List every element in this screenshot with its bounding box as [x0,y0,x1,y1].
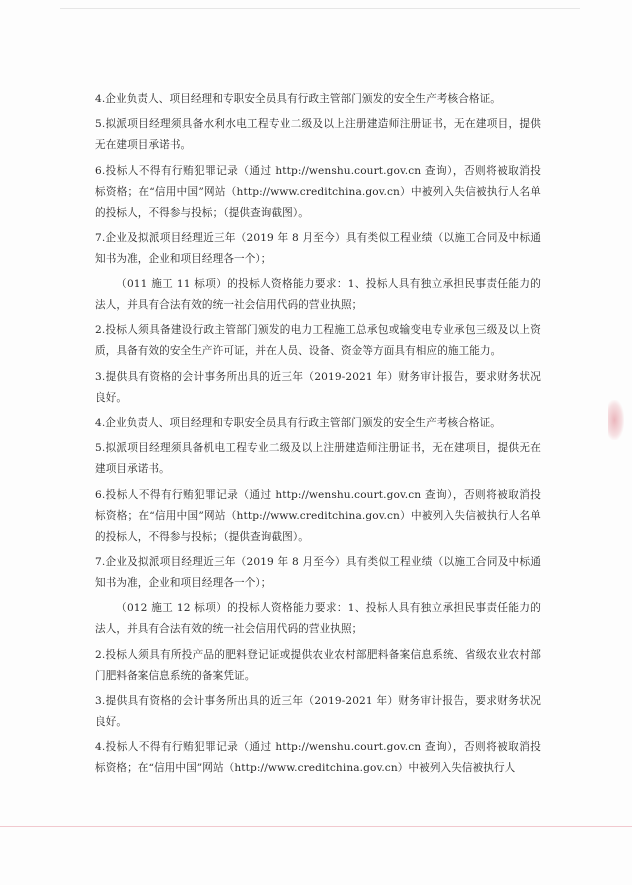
scan-edge-line [60,8,580,9]
paragraph: 4.企业负责人、项目经理和专职安全员具有行政主管部门颁发的安全生产考核合格证。 [95,417,501,430]
paragraph: 2.投标人须具备建设行政主管部门颁发的电力工程施工总承包或输变电专业承包三级及以上资质，具备有效的安全生产许可证，并在人员、设备、资金等方面具有相应的施工能力。 [95,324,541,358]
paragraph: 4.投标人不得有行贿犯罪记录（通过 http://wenshu.court.gov.cn 查询），否则将被取消投标资格；在“信用中国”网站（http://www.creditchina.gov.cn）中被列入失信被执行人 [95,741,541,775]
red-seal-mark [608,400,624,440]
paragraph: 7.企业及拟派项目经理近三年（2019 年 8 月至今）具有类似工程业绩（以施工合同及中标通知书为准，企业和项目经理各一个）； [95,231,541,265]
paragraph: 3.提供具有资格的会计事务所出具的近三年（2019-2021 年）财务审计报告，要求财务状况良好。 [95,694,541,728]
paragraph: 2.投标人须具有所投产品的肥料登记证或提供农业农村部肥料备案信息系统、省级农业农村部门肥料备案信息系统的备案凭证。 [95,648,541,682]
paragraph: 4.企业负责人、项目经理和专职安全员具有行政主管部门颁发的安全生产考核合格证。 [95,93,501,105]
paragraph: 3.提供具有资格的会计事务所出具的近三年（2019-2021 年）财务审计报告，要求财务状况良好。 [95,370,541,404]
paragraph-section-heading: （011 施工 11 标项）的投标人资格能力要求：1、投标人具有独立承担民事责任能力的法人，并具有合法有效的统一社会信用代码的营业执照； [95,278,541,312]
paragraph: 6.投标人不得有行贿犯罪记录（通过 http://wenshu.court.gov.cn 查询），否则将被取消投标资格；在“信用中国”网站（http://www.creditchina.gov.cn）中被列入失信被执行人名单的投标人，不得参与投标；（提供查询截图）。 [95,164,541,219]
paragraph: 5.拟派项目经理须具备水利水电工程专业二级及以上注册建造师注册证书，无在建项目，提供无在建项目承诺书。 [95,118,541,152]
footer-rule [0,826,632,827]
paragraph-section-heading: （012 施工 12 标项）的投标人资格能力要求：1、投标人具有独立承担民事责任能力的法人，并具有合法有效的统一社会信用代码的营业执照； [95,602,541,636]
document-body [95,89,541,783]
paragraph: 5.拟派项目经理须具备机电工程专业二级及以上注册建造师注册证书，无在建项目，提供无在建项目承诺书。 [95,442,541,476]
paragraph: 7.企业及拟派项目经理近三年（2019 年 8 月至今）具有类似工程业绩（以施工合同及中标通知书为准，企业和项目经理各一个）； [95,555,541,589]
paragraph: 6.投标人不得有行贿犯罪记录（通过 http://wenshu.court.gov.cn 查询），否则将被取消投标资格；在“信用中国”网站（http://www.creditchina.gov.cn）中被列入失信被执行人名单的投标人，不得参与投标；（提供查询截图）。 [95,488,541,543]
